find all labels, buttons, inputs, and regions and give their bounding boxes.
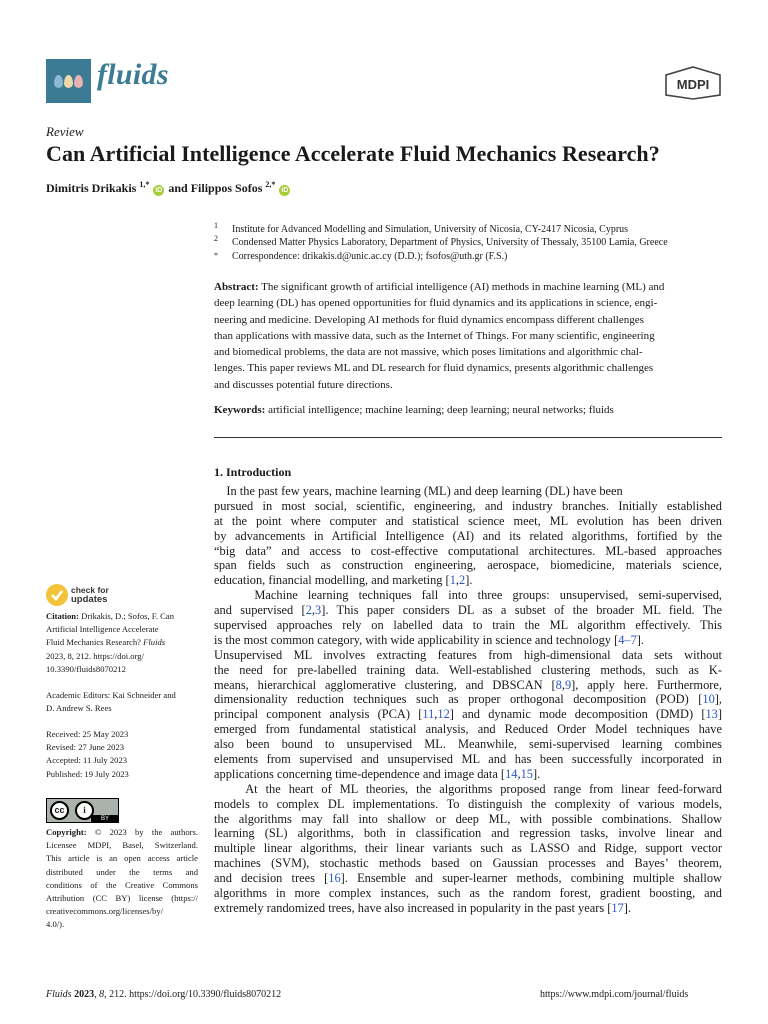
journal-logo [46, 59, 91, 103]
body-text-segment: is the most common category, with wide applicability in science and technology [ [214, 632, 619, 647]
citation-block [46, 610, 198, 676]
body-line [214, 514, 722, 529]
citation-ref-link[interactable]: 2 [459, 573, 466, 588]
drop-icon [74, 75, 83, 88]
footer-doi[interactable]: , 212. https://doi.org/10.3390/fluids8070212 [104, 989, 282, 1000]
publication-dates [46, 728, 198, 781]
body-line [214, 856, 722, 871]
citation-ref-link[interactable]: 10 [702, 692, 715, 707]
journal-name: fluids [97, 58, 169, 91]
body-text-segment: principal component analysis (PCA) [ [214, 707, 423, 722]
citation-ref-link[interactable]: 13 [705, 707, 718, 722]
section-divider [214, 437, 722, 438]
body-text-segment: machines (SVM), stochastic methods based on Gaussian processes and Bayes’ theorem, [214, 856, 722, 871]
affiliation-text: Institute for Advanced Modelling and Simulation, University of Nicosia, CY-2417 Nicosia, Cyprus [232, 224, 629, 235]
check-updates-icon [46, 584, 68, 606]
author-name[interactable]: Dimitris Drikakis [46, 181, 137, 195]
citation-label: Citation: [46, 611, 79, 621]
body-line [214, 841, 722, 856]
copyright-line: Attribution (CC BY) license (https:// [46, 893, 198, 904]
academic-editors [46, 689, 198, 715]
body-line [214, 484, 722, 499]
citation-doi-link[interactable]: 2023, 8, 212. https://doi.org/ [46, 650, 144, 661]
body-text-segment: the algorithms may fall into shallow or deep ML, with possible combinations. Shallow [214, 811, 722, 826]
body-text-segment: , [434, 707, 438, 722]
citation-ref-link[interactable]: 2 [305, 603, 312, 618]
license-link[interactable]: creativecommons.org/licenses/by/ [46, 906, 164, 917]
editors-line: Academic Editors: Kai Schneider and [46, 690, 176, 700]
mdpi-logo [664, 66, 722, 100]
body-text-segment: ] and dynamic mode decomposition (DMD) [ [449, 707, 706, 722]
body-text-segment: means, hierarchical agglomerative clustering, and DBSCAN [ [214, 677, 556, 692]
body-text-segment: ], apply here. Furthermore, [571, 677, 722, 692]
author-list [46, 180, 291, 196]
body-line [214, 707, 722, 722]
body-line [214, 722, 722, 737]
author-affil-sup: 1,* [139, 180, 150, 189]
body-text-segment: ]. [465, 573, 473, 588]
body-text-segment: emerged from fundamental statistical analysis, and Reduced Order Model techniques have [214, 722, 722, 737]
footer-journal-url[interactable]: https://www.mdpi.com/journal/fluids [540, 989, 689, 1000]
citation-ref-link[interactable]: 1 [449, 573, 456, 588]
body-line [214, 558, 722, 573]
body-text-segment: and supervised [ [214, 603, 306, 618]
body-text-segment: multiple linear algorithms, their linear variants such as LASSO and Ridge, support vector [214, 841, 722, 856]
body-line [214, 603, 722, 618]
body-line [214, 544, 722, 559]
citation-ref-link[interactable]: 16 [328, 871, 341, 886]
abstract-line: and discusses potential future directions. [214, 378, 393, 391]
body-line [214, 871, 722, 886]
cc-by-license-badge[interactable] [46, 798, 119, 823]
body-line [214, 678, 722, 693]
citation-ref-link[interactable]: 4–7 [618, 632, 637, 647]
body-text-segment: learning (SL) algorithms, both in classification and regression tasks, involve linear and [214, 826, 722, 841]
body-text-segment: ]. [623, 900, 632, 915]
body-text-segment: algorithms in more complex instances, such as the random forest, gradient boosting, and [214, 886, 722, 901]
body-line [214, 529, 722, 544]
body-text-segment: extremely randomized trees, have also increased in popularity in the past years [ [214, 900, 612, 915]
keywords-text: artificial intelligence; machine learning; deep learning; neural networks; fluids [268, 404, 614, 416]
body-text-segment: the need for pre-labelled training data. Well-established clustering methods, such as K- [214, 662, 722, 677]
body-line [214, 618, 722, 633]
body-text-segment: “big data” and access to cost-effective computational architectures. ML-based approaches [214, 543, 722, 558]
body-line [214, 633, 722, 648]
affiliation-number: * [214, 251, 218, 260]
body-text-segment: at the point where computer and statistical science meet, ML evolution has been driven [214, 513, 722, 528]
affiliation-number: 1 [214, 221, 218, 230]
footer-year: 2023 [74, 989, 95, 1000]
citation-ref-link[interactable]: 9 [564, 677, 572, 692]
by-label: BY [91, 815, 119, 823]
check-updates-text: check for updates [71, 585, 109, 605]
orcid-icon[interactable]: iD [155, 187, 163, 194]
abstract-line: The significant growth of artificial intelligence (AI) methods in machine learning (ML) and [261, 281, 665, 293]
body-line [214, 648, 722, 663]
revised-date: Revised: 27 June 2023 [46, 742, 125, 753]
author-joiner: and [168, 181, 188, 195]
editors-line: D. Andrew S. Rees [46, 703, 112, 714]
article-type: Review [46, 124, 84, 139]
citation-journal: Fluids [143, 637, 166, 648]
body-line [214, 737, 722, 752]
author-affil-sup: 2,* [265, 180, 276, 189]
abstract-line: and biomedical problems, the data are not massive, which poses limitations and algorithmic chal- [214, 346, 643, 359]
body-line [214, 588, 722, 603]
citation-ref-link[interactable]: 3 [315, 603, 322, 618]
attribution-icon: i [75, 801, 94, 820]
body-line [214, 573, 722, 588]
body-text-segment: ] [717, 707, 722, 722]
footer-citation: Fluids 2023, 8, 212. https://doi.org/10.3390/fluids8070212 [46, 989, 282, 1000]
abstract-label: Abstract: [214, 281, 259, 293]
body-text-segment: span fields such as construction engineering, aerospace, biomedicine, materials science, [214, 558, 722, 573]
body-text-segment: At the heart of ML theories, the algorithms proposed range from linear feed-forward [214, 781, 722, 796]
correspondence-text: Correspondence: drikakis.d@unic.ac.cy (D.D.); fsofos@uth.gr (F.S.) [232, 251, 508, 262]
copyright-line: 4.0/). [46, 919, 65, 930]
mdpi-logo-text: MDPI [676, 77, 710, 92]
copyright-block [46, 826, 198, 932]
body-text-segment: , [455, 573, 460, 588]
body-text-segment: models to complex DL implementations. To distinguish the complexity of various models, [214, 796, 722, 811]
body-text-segment: ], [714, 692, 722, 707]
body-text-segment: ]. [636, 632, 645, 647]
body-line [214, 901, 722, 916]
drop-icon [54, 75, 63, 88]
abstract-line: than applications with massive data, such as the Internet of Things. For many scientific, engineering [214, 329, 655, 342]
abstract [214, 279, 722, 393]
body-text-segment: ]. [532, 766, 541, 781]
body-text-segment: dimensionality reduction techniques such as proper orthogonal decomposition (POD) [ [214, 692, 703, 707]
body-line [214, 812, 722, 827]
keywords-label: Keywords: [214, 404, 266, 416]
abstract-line: deep learning (DL) has opened opportunities for fluid dynamics and its applications in science, engi- [214, 297, 658, 310]
affiliation-number: 2 [214, 234, 218, 243]
citation-ref-link[interactable]: 8 [555, 677, 562, 692]
body-text-segment: education, financial modelling, and marketing [ [214, 573, 450, 588]
paper-title: Can Artificial Intelligence Accelerate Fluid Mechanics Research? [46, 141, 660, 166]
body-line [214, 826, 722, 841]
body-text-segment: , [311, 603, 315, 618]
body-line [214, 767, 722, 782]
abstract-line: neering and medicine. Developing AI methods for fluid dynamics encompass different challenges [214, 313, 644, 326]
body-text-segment: applications concerning time-dependence and image data [ [214, 766, 506, 781]
body-line [214, 663, 722, 678]
body-line [214, 692, 722, 707]
body-text-segment: also been bound to unsupervised ML. Meanwhile, semi-supervised learning combines [214, 737, 722, 752]
body-line [214, 782, 722, 797]
citation-doi-link[interactable]: 10.3390/fluids8070212 [46, 663, 126, 674]
citation-line: Drikakis, D.; Sofos, F. Can [81, 611, 174, 621]
footer-journal: Fluids [46, 989, 72, 1000]
body-text-segment: In the past few years, machine learning (ML) and deep learning (DL) have been [214, 484, 623, 498]
body-line [214, 797, 722, 812]
copyright-line: © 2023 by the authors. [94, 827, 198, 837]
keywords [214, 404, 614, 416]
accepted-date: Accepted: 11 July 2023 [46, 755, 128, 766]
body-text-segment: ]. Ensemble and super-learner methods, combining multiple shallow [340, 871, 722, 886]
body-text-segment: , [517, 766, 521, 781]
copyright-line: Licensee MDPI, Basel, Switzerland. [46, 840, 198, 851]
body-line [214, 499, 722, 514]
footer-volume: 8 [99, 989, 105, 1000]
author-name[interactable]: Filippos Sofos [190, 181, 263, 195]
citation-ref-link[interactable]: 12 [437, 707, 450, 722]
body-line [214, 752, 722, 767]
abstract-line: lenges. This paper reviews ML and DL research for fluid dynamics, presents algorithmic challenges [214, 362, 654, 375]
body-text-segment: , [561, 677, 565, 692]
copyright-line: distributed under the terms and [46, 866, 198, 877]
citation-line: Fluid Mechanics Research? [46, 637, 141, 648]
body-text-segment: Unsupervised ML involves extracting features from high-dimensional data sets without [214, 647, 722, 662]
affiliation-text: Condensed Matter Physics Laboratory, Department of Physics, University of Thessaly, 35100 Lamia, Greece [232, 237, 668, 248]
copyright-label: Copyright: [46, 827, 87, 837]
introduction-body [214, 484, 722, 916]
check-for-updates-badge[interactable] [46, 584, 136, 608]
citation-line: Artificial Intelligence Accelerate [46, 624, 159, 635]
body-text-segment: elements from supervised and unsupervised ML and has been successfully incorporated in [214, 752, 722, 767]
body-text-segment: and decision trees [ [214, 871, 329, 886]
citation-ref-link[interactable]: 17 [611, 900, 624, 915]
citation-ref-link[interactable]: 11 [422, 707, 435, 722]
published-date: Published: 19 July 2023 [46, 768, 129, 779]
body-line [214, 886, 722, 901]
copyright-line: conditions of the Creative Commons [46, 879, 198, 890]
body-text-segment: ]. This paper considers DL as a subset of the broader ML field. The [321, 603, 722, 618]
body-text-segment: supervised approaches rely on labelled data to train the ML algorithm effectively. This [214, 618, 722, 633]
cc-icon: cc [50, 801, 69, 820]
body-text-segment: pursued in most social, scientific, engineering, and industry branches. Initially established [214, 498, 722, 513]
citation-ref-link[interactable]: 14 [505, 766, 518, 781]
copyright-line: This article is an open access article [46, 853, 198, 864]
section-heading: 1. Introduction [214, 465, 292, 479]
body-text-segment: by advancements in Artificial Intelligence (AI) and its related algorithms, fortified by the [214, 528, 722, 543]
received-date: Received: 25 May 2023 [46, 729, 129, 739]
body-text-segment: Machine learning techniques fall into three groups: unsupervised, semi-supervised, [214, 588, 722, 603]
citation-ref-link[interactable]: 15 [520, 766, 533, 781]
drop-icon [64, 75, 73, 88]
orcid-icon[interactable]: iD [281, 187, 289, 194]
